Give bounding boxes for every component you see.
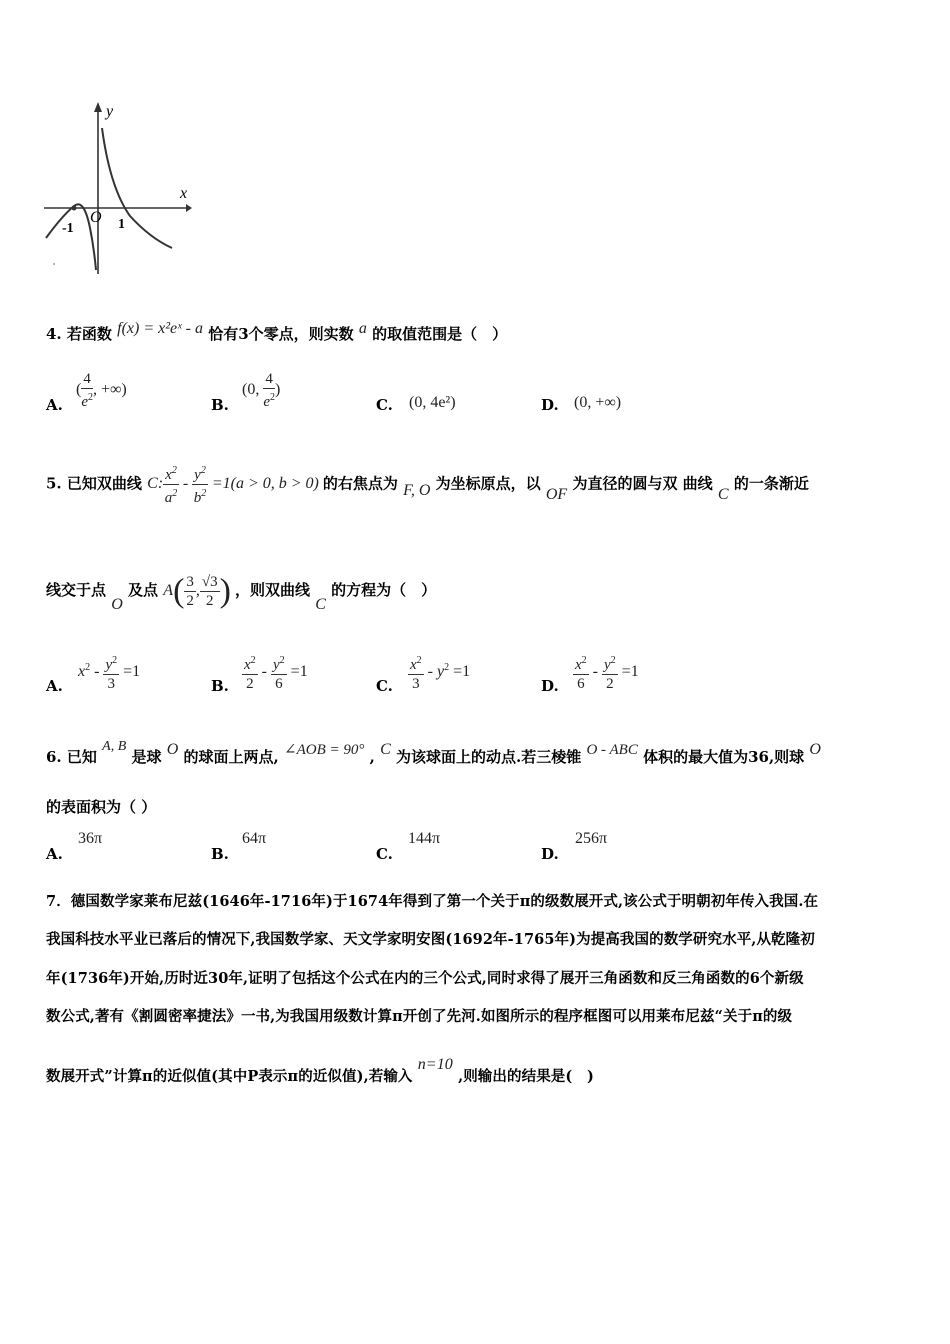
q6-t3: 为该球面上的动点.若三棱锥 <box>395 748 582 766</box>
q5-c2: C <box>315 596 326 613</box>
q4-pre: 若函数 <box>66 325 112 343</box>
q5-line2-end: 的方程为（ ） <box>331 581 437 599</box>
q4-option-d-letter[interactable]: D. <box>541 396 559 414</box>
q4-option-a-letter[interactable]: A. <box>46 396 63 414</box>
q4-option-b-value[interactable]: (0, $\frac{4}{e^2}$ ) <box>242 371 281 410</box>
y-axis-arrow <box>94 102 102 112</box>
q5-line2-pre: 线交于点 <box>46 581 107 599</box>
q7-line4: 数公式,著有《割圆密率捷法》一书,为我国用级数计算π开创了先河.如图所示的程序框图可以用莱布尼兹“关于π的级 <box>46 1008 793 1025</box>
q7-line5-post: ,则输出的结果是( ) <box>458 1068 594 1085</box>
q6-option-c-letter[interactable]: C. <box>376 845 393 863</box>
q6-pre: 已知 <box>66 748 97 766</box>
q6-number: 6. <box>46 748 62 766</box>
left-branch <box>46 204 96 270</box>
x-axis-label: x <box>180 185 188 202</box>
q5-o: O <box>111 596 123 613</box>
q4-option-a-value[interactable]: ( $\frac{4}{e^2}$ , +∞) <box>76 371 127 410</box>
q6-option-b-letter[interactable]: B. <box>211 845 229 863</box>
q5-fo: F, O <box>403 481 431 499</box>
q5-pre: 已知双曲线 <box>66 474 142 493</box>
q6-stem-line1 <box>46 739 821 767</box>
q7-line2: 我国科技水平业已落后的情况下,我国数学家、天文学家明安图(1692年-1765年)为提高我国的数学研究水平,从乾隆初 <box>46 931 815 948</box>
q5-option-c-value[interactable]: $\frac{x^2}{3}$ - $y^2 =1$ <box>408 652 470 693</box>
q4-option-c-letter[interactable]: C. <box>376 396 393 414</box>
function-graph <box>40 98 200 280</box>
q6-o2: O <box>809 741 821 758</box>
q4-option-c-value[interactable]: (0, 4e²) <box>409 394 456 411</box>
q7-line3: 年(1736年)开始,历时近30年,证明了包括这个公式在内的三个公式,同时求得了展开三角函数和反三角函数的6个新级 <box>46 970 804 987</box>
q5-t2: 为坐标原点，以 <box>435 474 541 493</box>
q6-t4: 体积的最大值为36,则球 <box>643 748 805 766</box>
q5-stem-line2 <box>46 572 437 613</box>
q5-option-a-value[interactable]: $x^2$ - $\frac{y^2}{3}$ =1 <box>78 652 140 693</box>
q6-stem-line2: 的表面积为（ ） <box>46 798 157 816</box>
q4-function: f(x) = x²eˣ - a <box>117 320 203 337</box>
q5-option-b-value[interactable]: $\frac{x^2}{2}$ - $\frac{y^2}{6}$ =1 <box>242 652 308 693</box>
q7-line5-pre: 数展开式”计算π的近似值(其中P表示π的近似值),若输入 <box>46 1068 413 1085</box>
tick-neg1: -1 <box>62 221 74 236</box>
q5-t3: 为直径的圆与双 曲线 <box>572 474 713 493</box>
q5-stem-line1 <box>46 462 809 507</box>
q6-option-d-value[interactable]: 256π <box>575 830 608 847</box>
q6-option-a-letter[interactable]: A. <box>46 845 63 863</box>
q5-option-c-letter[interactable]: C. <box>376 677 393 695</box>
q5-line2-post: ，则双曲线 <box>234 581 310 599</box>
q5-line2-mid: 及点 <box>128 581 159 599</box>
origin-label: O <box>90 209 102 226</box>
q4-mid: 恰有3个零点，则实数 <box>208 325 354 343</box>
q6-ab: A, B <box>102 739 127 754</box>
q7-line1: 7．德国数学家莱布尼兹(1646年-1716年)于1674年得到了第一个关于π的级数展开式,该公式于明朝初年传入我国.在 <box>46 893 819 910</box>
q6-o: O <box>166 741 179 758</box>
q5-t4: 的一条渐近 <box>733 474 809 493</box>
q6-option-d-letter[interactable]: D. <box>541 845 559 863</box>
q6-option-a-value[interactable]: 36π <box>78 830 103 847</box>
q5-option-b-letter[interactable]: B. <box>211 677 229 695</box>
q4-stem <box>46 320 508 344</box>
tick-1: 1 <box>118 217 125 232</box>
q6-option-b-value[interactable]: 64π <box>242 830 267 847</box>
q6-t2: 的球面上两点, <box>183 748 279 766</box>
q6-pyramid: O - ABC <box>586 742 638 758</box>
q4-option-b-letter[interactable]: B. <box>211 396 229 414</box>
q5-option-a-letter[interactable]: A. <box>46 677 63 695</box>
q5-curve: C: $\frac{x^2}{a^2}$ - $\frac{y^2}{b^2}$ =1(a > 0, b > 0) <box>147 475 323 492</box>
q5-of: OF <box>545 485 568 503</box>
q6-t1: 是球 <box>131 748 162 766</box>
q4-var: a <box>358 320 367 337</box>
y-axis-label: y <box>106 103 114 120</box>
q5-point: A( $\frac{3}{2}$ , $\frac{√3}{2}$ ) <box>163 572 231 609</box>
q5-c: C <box>717 485 729 503</box>
q4-option-d-value[interactable]: (0, +∞) <box>574 394 622 411</box>
q6-option-c-value[interactable]: 144π <box>408 830 441 847</box>
zero-point-neg1 <box>72 206 77 211</box>
q7-input: n=10 <box>417 1056 453 1073</box>
q5-t1: 的右焦点为 <box>322 474 398 493</box>
x-axis-arrow <box>186 204 192 212</box>
q6-angle: ∠AOB = 90° <box>284 742 365 758</box>
q4-number: 4. <box>46 325 62 343</box>
q5-number: 5. <box>46 474 62 493</box>
q6-c: C <box>380 741 391 758</box>
q4-post: 的取值范围是（ ） <box>372 325 508 343</box>
q7-line5 <box>46 1056 594 1086</box>
q5-option-d-letter[interactable]: D. <box>541 677 559 695</box>
q6-comma: , <box>369 748 375 766</box>
right-branch <box>102 128 172 248</box>
q5-option-d-value[interactable]: $\frac{x^2}{6}$ - $\frac{y^2}{2}$ =1 <box>573 652 639 693</box>
